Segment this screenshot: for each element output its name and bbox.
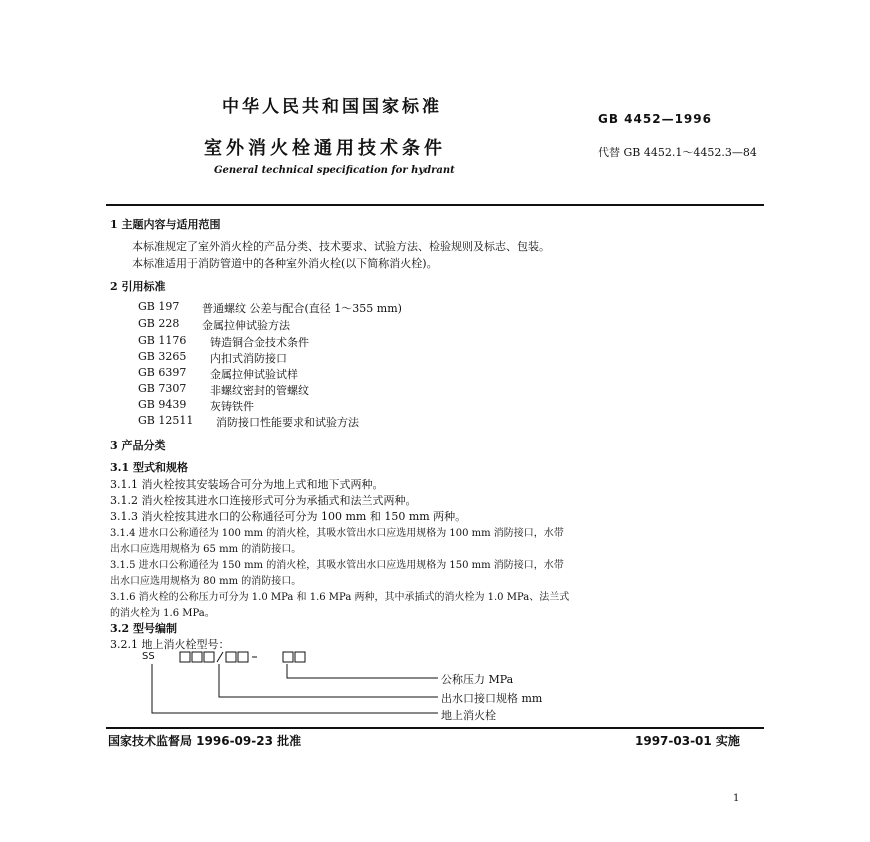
clause-3-1-5-line-1: 3.1.5 进水口公称通径为 150 mm 的消火栓，其吸水管出水口应选用规格为 150 mm 消防接口，水带 [110, 560, 564, 571]
footer-rule [106, 727, 764, 729]
clause-3-1: 3.1 型式和规格 [110, 461, 188, 474]
code-box [238, 652, 248, 662]
leader-outlet [219, 664, 438, 697]
issuing-org: 中华人民共和国国家标准 [222, 97, 442, 117]
label-aboveground-hydrant: 地上消火栓 [441, 709, 496, 722]
section-2-heading: 2 引用标准 [110, 280, 166, 293]
ref-code: GB 7307 [138, 382, 187, 395]
ref-code: GB 197 [138, 300, 180, 313]
approval-note: 国家技术监督局 1996-09-23 批准 [108, 734, 302, 748]
ref-name: 金属拉伸试验方法 [202, 319, 290, 332]
ref-code: GB 228 [138, 317, 180, 330]
code-box [295, 652, 305, 662]
section-3-heading: 3 产品分类 [110, 439, 166, 452]
ref-code: GB 1176 [138, 334, 187, 347]
ref-code: GB 9439 [138, 398, 187, 411]
section-1-heading: 1 主题内容与适用范围 [110, 218, 221, 231]
ref-name: 金属拉伸试验试样 [210, 368, 298, 381]
clause-3-1-6-line-1: 3.1.6 消火栓的公称压力可分为 1.0 MPa 和 1.6 MPa 两种，其中承插式的消火栓为 1.0 MPa、法兰式 [110, 592, 570, 603]
code-box [204, 652, 214, 662]
document-title: 室外消火栓通用技术条件 [204, 138, 446, 159]
code-box [283, 652, 293, 662]
model-prefix: SS [142, 651, 155, 662]
code-box [226, 652, 236, 662]
page-number: 1 [733, 793, 740, 804]
leader-type [152, 664, 438, 713]
clause-3-1-1: 3.1.1 消火栓按其安装场合可分为地上式和地下式两种。 [110, 478, 384, 491]
clause-3-1-6-line-2: 的消火栓为 1.6 MPa。 [110, 608, 215, 619]
label-nominal-pressure: 公称压力 MPa [441, 673, 514, 686]
leader-pressure [287, 664, 438, 678]
code-box [180, 652, 190, 662]
ref-code: GB 12511 [138, 414, 194, 427]
ref-name: 灰铸铁件 [210, 400, 254, 413]
ref-name: 铸造铜合金技术条件 [210, 336, 309, 349]
clause-3-1-5-line-2: 出水口应选用规格为 80 mm 的消防接口。 [110, 576, 302, 587]
ref-code: GB 3265 [138, 350, 187, 363]
code-box [192, 652, 202, 662]
clause-3-2: 3.2 型号编制 [110, 622, 177, 635]
clause-3-1-2: 3.1.2 消火栓按其进水口连接形式可分为承插式和法兰式两种。 [110, 494, 417, 507]
clause-3-1-3: 3.1.3 消火栓按其进水口的公称通径可分为 100 mm 和 150 mm 两种。 [110, 510, 467, 523]
slash-separator [217, 652, 223, 662]
clause-3-1-4-line-2: 出水口应选用规格为 65 mm 的消防接口。 [110, 544, 302, 555]
english-title: General technical specification for hydrant [214, 165, 455, 176]
ref-code: GB 6397 [138, 366, 187, 379]
ref-name: 内扣式消防接口 [210, 352, 287, 365]
label-outlet-spec: 出水口接口规格 mm [441, 692, 543, 705]
ref-name: 普通螺纹 公差与配合(直径 1～355 mm) [202, 302, 402, 315]
replaces-note: 代替 GB 4452.1～4452.3—84 [598, 146, 757, 159]
standard-number: GB 4452—1996 [598, 112, 712, 126]
ref-name: 消防接口性能要求和试验方法 [216, 416, 359, 429]
clause-3-2-1: 3.2.1 地上消火栓型号： [110, 638, 230, 651]
clause-3-1-4-line-1: 3.1.4 进水口公称通径为 100 mm 的消火栓，其吸水管出水口应选用规格为 100 mm 消防接口，水带 [110, 528, 564, 539]
effective-date: 1997-03-01 实施 [635, 734, 740, 748]
ref-name: 非螺纹密封的管螺纹 [210, 384, 309, 397]
section-1-para-2: 本标准适用于消防管道中的各种室外消火栓(以下简称消火栓)。 [132, 257, 438, 270]
section-1-para-1: 本标准规定了室外消火栓的产品分类、技术要求、试验方法、检验规则及标志、包装。 [132, 240, 550, 253]
